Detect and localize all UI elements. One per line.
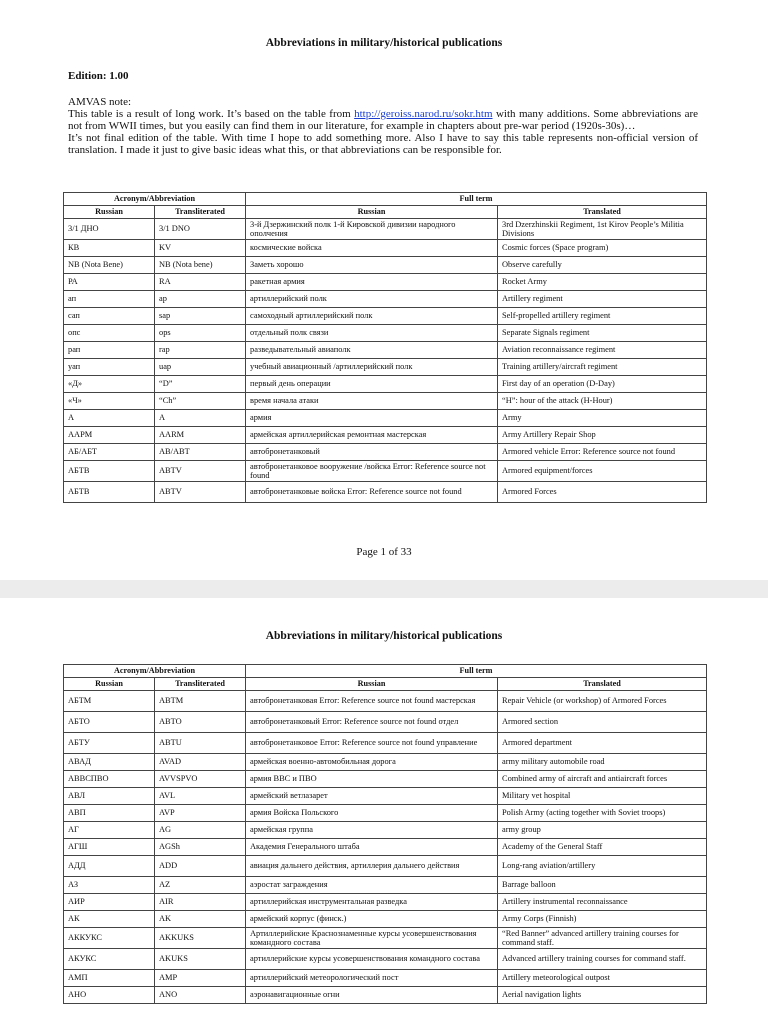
full-term-translated-cell: First day of an operation (D-Day): [498, 376, 707, 393]
table-row: [64, 257, 707, 274]
table-row: [64, 342, 707, 359]
full-term-russian-cell: аэростат заграждения: [246, 877, 498, 894]
abbr-transliterated-cell: ABTU: [155, 733, 246, 754]
abbr-russian-cell: NB (Nota Bene): [64, 257, 155, 274]
abbr-russian-cell: АБТВ: [64, 482, 155, 503]
full-term-russian-cell: разведывательный авиаполк: [246, 342, 498, 359]
full-term-russian-cell: автобронетанковый Error: Reference source not found отдел: [246, 712, 498, 733]
abbr-transliterated-cell: ADD: [155, 856, 246, 877]
abbr-russian-cell: «Д»: [64, 376, 155, 393]
table-row: [64, 308, 707, 325]
abbr-transliterated-cell: AZ: [155, 877, 246, 894]
full-term-translated-cell: Army: [498, 410, 707, 427]
table-row: [64, 482, 707, 503]
abbreviations-table-page-2: [63, 664, 707, 1004]
abbr-russian-cell: ААРМ: [64, 427, 155, 444]
abbr-transliterated-cell: uap: [155, 359, 246, 376]
source-link[interactable]: http://geroiss.narod.ru/sokr.htm: [354, 108, 493, 121]
abbreviations-table-page-1: [63, 192, 707, 503]
abbr-russian-cell: ап: [64, 291, 155, 308]
abbr-russian-cell: АБТВ: [64, 461, 155, 482]
abbr-russian-cell: АНО: [64, 987, 155, 1004]
full-term-translated-cell: Repair Vehicle (or workshop) of Armored Forces: [498, 691, 707, 712]
full-term-russian-cell: первый день операции: [246, 376, 498, 393]
table-row: [64, 805, 707, 822]
full-term-translated-cell: Aviation reconnaissance regiment: [498, 342, 707, 359]
abbr-transliterated-cell: AVAD: [155, 754, 246, 771]
full-term-header: Full term: [246, 665, 707, 678]
full-term-russian-cell: авиация дальнего действия, артиллерия дальнего действия: [246, 856, 498, 877]
abbr-transliterated-cell: AARM: [155, 427, 246, 444]
full-term-russian-cell: отдельный полк связи: [246, 325, 498, 342]
full-term-russian-cell: автобронетанковая Error: Reference source not found мастерская: [246, 691, 498, 712]
table-row: [64, 928, 707, 949]
full-term-russian-cell: автобронетанковый: [246, 444, 498, 461]
full-term-russian-cell: армия: [246, 410, 498, 427]
abbr-transliterated-cell: “Ch”: [155, 393, 246, 410]
table-row: [64, 771, 707, 788]
full-term-russian-cell: 3-й Дзержинский полк 1-й Кировской дивизии народного ополчения: [246, 219, 498, 240]
abbr-transliterated-cell: ANO: [155, 987, 246, 1004]
full-term-russian-cell: Заметь хорошо: [246, 257, 498, 274]
full-term-translated-cell: army group: [498, 822, 707, 839]
abbr-russian-cell: АККУКС: [64, 928, 155, 949]
abbr-russian-cell: АГ: [64, 822, 155, 839]
full-term-translated-cell: “H”: hour of the attack (H-Hour): [498, 393, 707, 410]
full-term-translated-cell: Advanced artillery training courses for command staff.: [498, 949, 707, 970]
table-row: [64, 359, 707, 376]
full-term-translated-cell: 3rd Dzerzhinskii Regiment, 1st Kirov People’s Militia Divisions: [498, 219, 707, 240]
table-row: [64, 754, 707, 771]
note-text-before-link: This table is a result of long work. It’s based on the table from: [68, 108, 355, 121]
abbr-russian-cell: АБ/АБТ: [64, 444, 155, 461]
table-row: [64, 291, 707, 308]
full-term-translated-cell: Aerial navigation lights: [498, 987, 707, 1004]
note-heading: AMVAS note:: [68, 96, 132, 108]
page-title: Abbreviations in military/historical publications: [265, 37, 503, 49]
table-row: [64, 427, 707, 444]
full-term-translated-cell: Academy of the General Staff: [498, 839, 707, 856]
table-row: [64, 733, 707, 754]
abbr-russian-cell: уап: [64, 359, 155, 376]
abbr-transliterated-cell: AVP: [155, 805, 246, 822]
full-term-russian-cell: армейский корпус (финск.): [246, 911, 498, 928]
abbr-transliterated-cell: ABTM: [155, 691, 246, 712]
abbr-russian-cell: АК: [64, 911, 155, 928]
table-row: [64, 712, 707, 733]
russian-header: Russian: [64, 206, 155, 219]
full-term-translated-cell: Long-rang aviation/artillery: [498, 856, 707, 877]
russian-header: Russian: [64, 678, 155, 691]
abbr-transliterated-cell: KV: [155, 240, 246, 257]
table-row: [64, 788, 707, 805]
full-term-russian-cell: время начала атаки: [246, 393, 498, 410]
abbr-transliterated-cell: AB/ABT: [155, 444, 246, 461]
table-row: [64, 911, 707, 928]
abbr-transliterated-cell: sap: [155, 308, 246, 325]
abbr-transliterated-cell: AVL: [155, 788, 246, 805]
abbr-russian-cell: АВАД: [64, 754, 155, 771]
abbr-transliterated-cell: ABTV: [155, 482, 246, 503]
transliterated-header: Transliterated: [155, 206, 246, 219]
full-term-russian-cell: артиллерийский метеорологический пост: [246, 970, 498, 987]
abbr-transliterated-cell: rap: [155, 342, 246, 359]
full-term-russian-cell: космические войска: [246, 240, 498, 257]
full-term-translated-cell: army military automobile road: [498, 754, 707, 771]
abbr-russian-cell: АВЛ: [64, 788, 155, 805]
table-row: [64, 219, 707, 240]
full-term-translated-cell: Training artillery/aircraft regiment: [498, 359, 707, 376]
abbr-russian-cell: АЗ: [64, 877, 155, 894]
abbr-russian-cell: сап: [64, 308, 155, 325]
full-term-translated-cell: Rocket Army: [498, 274, 707, 291]
abbr-transliterated-cell: “D”: [155, 376, 246, 393]
acronym-header: Acronym/Abbreviation: [64, 193, 246, 206]
abbr-transliterated-cell: ABTO: [155, 712, 246, 733]
abbr-transliterated-cell: AKKUKS: [155, 928, 246, 949]
full-term-russian-cell: автобронетанковые войска Error: Reference source not found: [246, 482, 498, 503]
abbr-transliterated-cell: 3/1 DNO: [155, 219, 246, 240]
abbr-transliterated-cell: AMP: [155, 970, 246, 987]
abbr-russian-cell: 3/1 ДНО: [64, 219, 155, 240]
edition-label: Edition: 1.00: [68, 70, 129, 82]
full-term-russian-cell: ракетная армия: [246, 274, 498, 291]
full-term-russian-cell: самоходный артиллерийский полк: [246, 308, 498, 325]
full-term-translated-cell: Army Artillery Repair Shop: [498, 427, 707, 444]
table-row: [64, 274, 707, 291]
full-term-translated-cell: Artillery instrumental reconnaissance: [498, 894, 707, 911]
abbr-russian-cell: АБТУ: [64, 733, 155, 754]
abbr-transliterated-cell: ops: [155, 325, 246, 342]
table-row: [64, 240, 707, 257]
abbr-transliterated-cell: A: [155, 410, 246, 427]
abbr-transliterated-cell: AKUKS: [155, 949, 246, 970]
full-term-russian-cell: аэронавигационные огни: [246, 987, 498, 1004]
abbr-transliterated-cell: NB (Nota bene): [155, 257, 246, 274]
table-row: [64, 822, 707, 839]
table-row: [64, 894, 707, 911]
full-term-russian-cell: Академия Генерального штаба: [246, 839, 498, 856]
full-term-translated-cell: Armored Forces: [498, 482, 707, 503]
abbr-russian-cell: АКУКС: [64, 949, 155, 970]
full-term-translated-cell: Artillery regiment: [498, 291, 707, 308]
full-term-russian-cell: автобронетанковое Error: Reference source not found управление: [246, 733, 498, 754]
full-term-translated-cell: Barrage balloon: [498, 877, 707, 894]
abbr-russian-cell: АМП: [64, 970, 155, 987]
table-row: [64, 856, 707, 877]
table-row: [64, 839, 707, 856]
abbr-russian-cell: КВ: [64, 240, 155, 257]
full-term-russian-cell: учебный авиационный /артиллерийский полк: [246, 359, 498, 376]
table-row: [64, 691, 707, 712]
page-footer: Page 1 of 33: [356, 546, 412, 558]
amvas-note: [68, 96, 698, 156]
full-term-russian-cell: артиллерийский полк: [246, 291, 498, 308]
full-term-russian-cell: армейская артиллерийская ремонтная мастерская: [246, 427, 498, 444]
full-term-translated-cell: Army Corps (Finnish): [498, 911, 707, 928]
full-term-russian-cell: артиллерийская инструментальная разведка: [246, 894, 498, 911]
full-term-translated-cell: Self-propelled artillery regiment: [498, 308, 707, 325]
table-row: [64, 970, 707, 987]
table-row: [64, 376, 707, 393]
full-russian-header: Russian: [246, 206, 498, 219]
full-term-translated-cell: Armored department: [498, 733, 707, 754]
full-term-translated-cell: Armored vehicle Error: Reference source not found: [498, 444, 707, 461]
abbr-transliterated-cell: AGSh: [155, 839, 246, 856]
abbr-russian-cell: А: [64, 410, 155, 427]
abbr-russian-cell: АБТО: [64, 712, 155, 733]
translated-header: Translated: [498, 678, 707, 691]
full-term-russian-cell: армейский ветлазарет: [246, 788, 498, 805]
full-term-translated-cell: “Red Banner” advanced artillery training courses for command staff.: [498, 928, 707, 949]
note-text-after-link: with many additions. Some abbreviations are not from WWII times, but you easily can find them in our literature, for example in chapters about pre-war period (1920s-30s)…: [68, 108, 699, 133]
abbr-russian-cell: АГШ: [64, 839, 155, 856]
full-term-translated-cell: Separate Signals regiment: [498, 325, 707, 342]
abbr-transliterated-cell: ap: [155, 291, 246, 308]
full-term-header: Full term: [246, 193, 707, 206]
full-term-russian-cell: армия ВВС и ПВО: [246, 771, 498, 788]
abbr-transliterated-cell: RA: [155, 274, 246, 291]
table-row: [64, 393, 707, 410]
full-term-russian-cell: армия Войска Польского: [246, 805, 498, 822]
abbr-russian-cell: АВП: [64, 805, 155, 822]
full-term-russian-cell: Артиллерийские Краснознаменные курсы усовершенствования командного состава: [246, 928, 498, 949]
table-row: [64, 444, 707, 461]
full-term-russian-cell: армейская группа: [246, 822, 498, 839]
table-row: [64, 987, 707, 1004]
abbr-russian-cell: АИР: [64, 894, 155, 911]
abbr-russian-cell: «Ч»: [64, 393, 155, 410]
table-row: [64, 325, 707, 342]
table-row: [64, 410, 707, 427]
full-russian-header: Russian: [246, 678, 498, 691]
abbr-transliterated-cell: AIR: [155, 894, 246, 911]
abbr-transliterated-cell: AG: [155, 822, 246, 839]
abbr-russian-cell: АБТМ: [64, 691, 155, 712]
table-row: [64, 461, 707, 482]
transliterated-header: Transliterated: [155, 678, 246, 691]
abbr-russian-cell: АВВСПВО: [64, 771, 155, 788]
abbr-transliterated-cell: AVVSPVO: [155, 771, 246, 788]
full-term-translated-cell: Artillery meteorological outpost: [498, 970, 707, 987]
acronym-header: Acronym/Abbreviation: [64, 665, 246, 678]
abbr-russian-cell: РА: [64, 274, 155, 291]
table-row: [64, 949, 707, 970]
full-term-translated-cell: Armored section: [498, 712, 707, 733]
full-term-translated-cell: Armored equipment/forces: [498, 461, 707, 482]
page-title-2: Abbreviations in military/historical publications: [265, 630, 503, 642]
full-term-translated-cell: Combined army of aircraft and antiaircraft forces: [498, 771, 707, 788]
full-term-russian-cell: автобронетанковое вооружение /войска Error: Reference source not found: [246, 461, 498, 482]
abbr-transliterated-cell: AK: [155, 911, 246, 928]
full-term-russian-cell: армейская военно-автомобильная дорога: [246, 754, 498, 771]
full-term-translated-cell: Observe carefully: [498, 257, 707, 274]
abbr-russian-cell: АДД: [64, 856, 155, 877]
translated-header: Translated: [498, 206, 707, 219]
table-row: [64, 877, 707, 894]
note-paragraph-2: It’s not final edition of the table. With time I hope to add something more. Also I have to say this table represents non-official version of translation. I made it just to give basic ideas what this, or that abbreviations can be responsible for.: [68, 132, 698, 157]
abbr-russian-cell: опс: [64, 325, 155, 342]
full-term-russian-cell: артиллерийские курсы усовершенствования командного состава: [246, 949, 498, 970]
abbr-russian-cell: рап: [64, 342, 155, 359]
full-term-translated-cell: Cosmic forces (Space program): [498, 240, 707, 257]
full-term-translated-cell: Military vet hospital: [498, 788, 707, 805]
abbr-transliterated-cell: ABTV: [155, 461, 246, 482]
full-term-translated-cell: Polish Army (acting together with Soviet troops): [498, 805, 707, 822]
note-paragraph-1: [68, 108, 698, 132]
